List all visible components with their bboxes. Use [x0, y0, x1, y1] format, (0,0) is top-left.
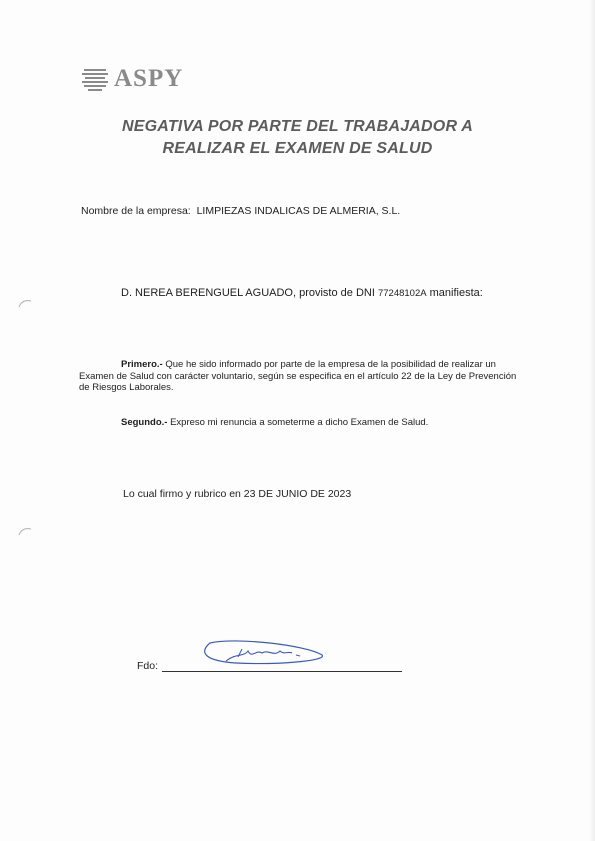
punch-hole-mark	[18, 526, 32, 536]
title-line-2: REALIZAR EL EXAMEN DE SALUD	[162, 140, 433, 157]
logo-text: ASPY	[114, 65, 184, 92]
company-value: LIMPIEZAS INDALICAS DE ALMERIA, S.L.	[196, 205, 401, 217]
document-title	[0, 116, 595, 160]
signature-label: Fdo:	[137, 660, 159, 672]
clause-first-label: Primero.-	[121, 359, 163, 370]
company-logo	[82, 66, 183, 91]
clause-second-label: Segundo.-	[121, 417, 168, 428]
title-line-1: NEGATIVA POR PARTE DEL TRABAJADOR A	[121, 118, 474, 135]
company-line	[81, 205, 400, 218]
dni-number: 77248102A	[377, 288, 427, 299]
closing-statement: Lo cual firmo y rubrico en 23 DE JUNIO DE 2023	[123, 488, 352, 500]
company-label: Nombre de la empresa:	[81, 205, 191, 217]
punch-hole-mark	[18, 298, 32, 308]
declarant-line	[121, 287, 483, 300]
clause-second	[121, 417, 521, 429]
clause-second-text: Expreso mi renuncia a someterme a dicho Examen de Salud.	[170, 417, 429, 428]
clause-first	[79, 359, 519, 394]
dni-label: provisto de DNI	[299, 287, 375, 299]
declarant-suffix: manifiesta:	[429, 287, 483, 299]
clause-first-text: Que he sido informado por parte de la empresa de la posibilidad de realizar un Examen de Salud con carácter voluntario, según se especifica en el artículo 22 de la Ley de Prevención de Riesgos Laborales.	[79, 359, 517, 393]
signature-line	[162, 671, 402, 672]
aspy-logo-icon	[82, 67, 108, 91]
handwritten-signature	[196, 639, 328, 669]
declarant-name: D. NEREA BERENGUEL AGUADO,	[121, 287, 297, 299]
